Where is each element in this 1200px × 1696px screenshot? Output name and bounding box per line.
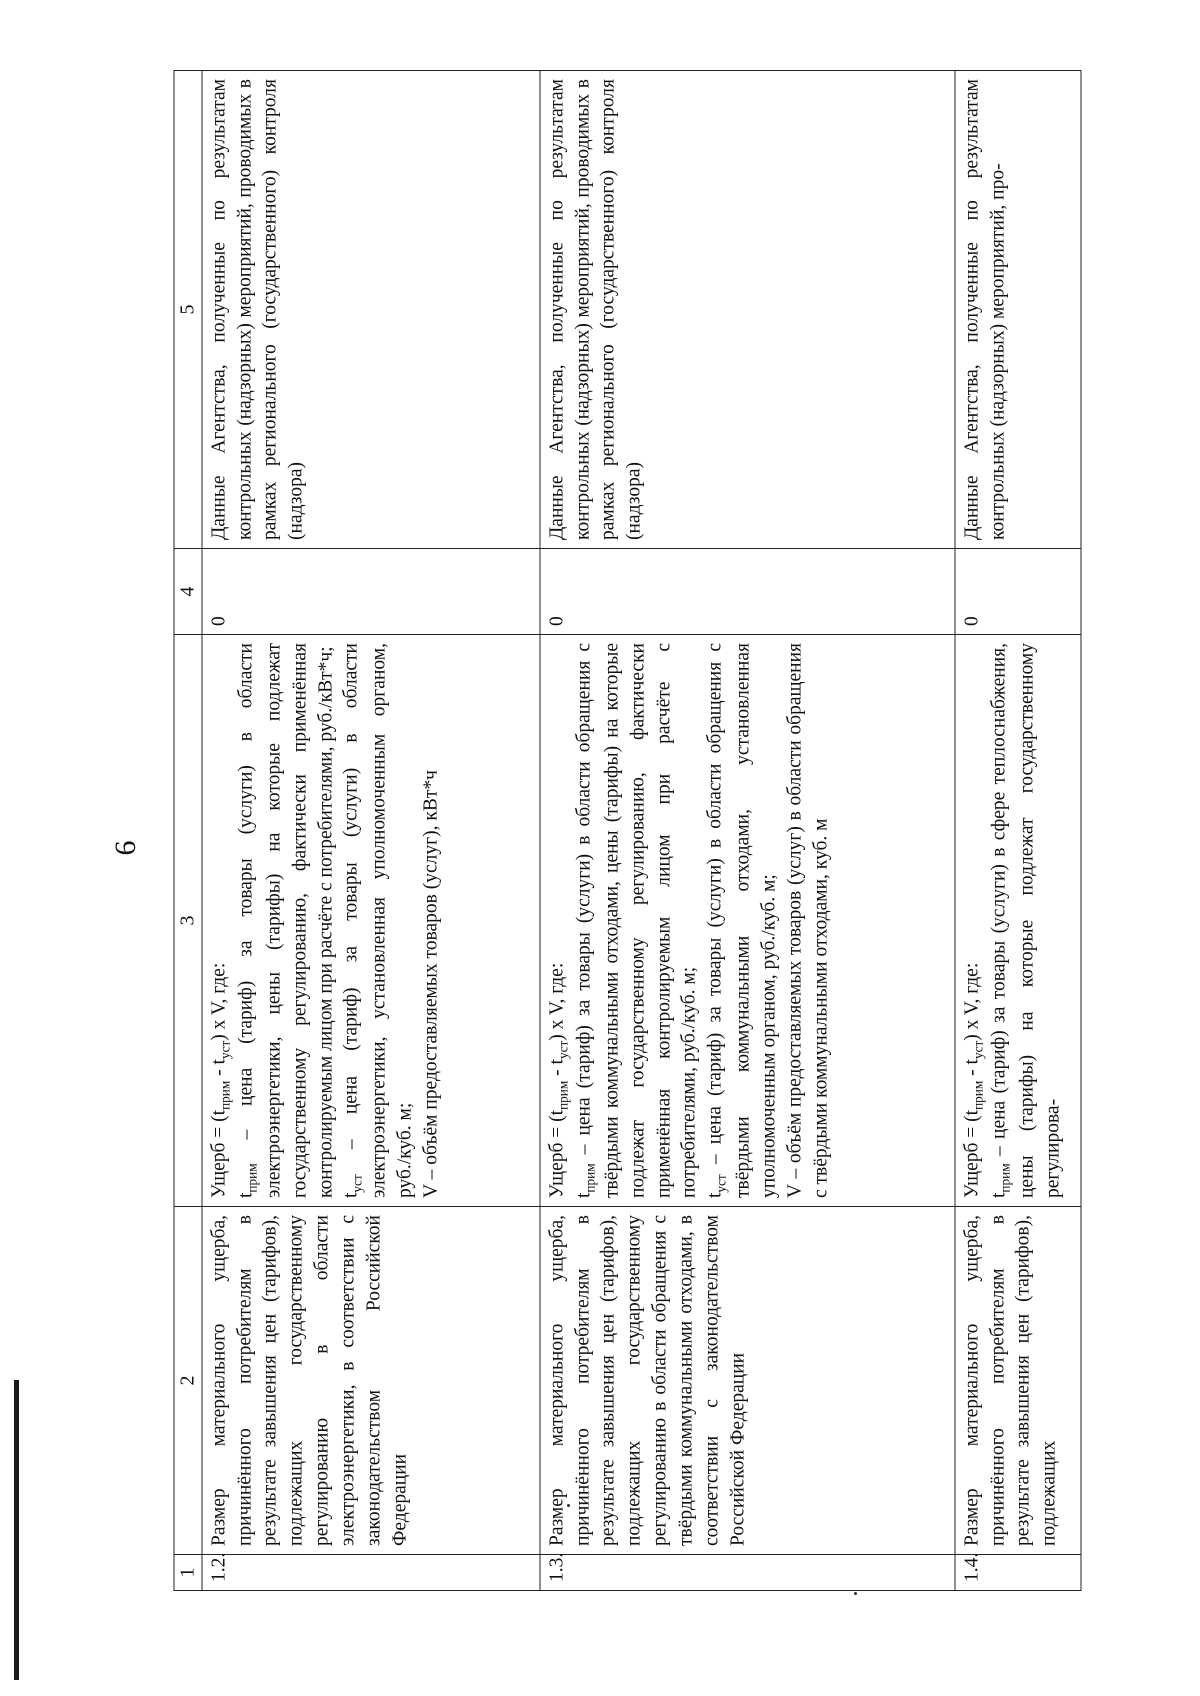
table-row (540, 71, 955, 1591)
page-number: 6 (109, 840, 142, 856)
scan-binding-line (14, 1380, 19, 1680)
row-number: 1.3. (540, 1555, 955, 1591)
column-header: 5 (174, 71, 202, 549)
table-row (955, 71, 1081, 1591)
column-header: 2 (174, 1207, 202, 1555)
scan-speck (567, 1504, 570, 1507)
formula-intro: Ущерб = $(t_{прим} - t_{уст})$ x V, где: (208, 962, 232, 1198)
formula-v: V – объём предоставляемых товаров (услуг) в области обращения с твёрдыми коммунальными отходами, куб. м (784, 643, 832, 1198)
formula-t-ust: $t_{уст}$ – цена (тариф) за товары (услуги) в области электроэнергетики, установленная уполномоченным органом, руб./куб. м; (340, 643, 416, 1198)
indicator-cell: Размер материального ущерба, причинённого потребителям в результате завышения цен (тарифов), подлежащих государственному регулированию в области электроэнергетики, в соответствии с законодательством Российской Федерации (202, 1207, 540, 1555)
formula-t-prim: $t_{прим}$ – цена (тариф) за товары (услуги) в области электроэнергетики, цены (тарифы) на которые подлежат государственному регулированию, фактически применённая контролируемым лицом при расчёте с потребителями, руб./кВт*ч; (235, 643, 336, 1198)
indicator-cell: Размер материального ущерба, причинённого потребителям в результате завышения цен (тарифов), подлежащих (955, 1207, 1081, 1555)
formula-cell (540, 635, 955, 1207)
value-cell: 0 (202, 549, 540, 635)
value-cell: 0 (955, 549, 1081, 635)
row-number: 1.4. (955, 1555, 1081, 1591)
column-header: 4 (174, 549, 202, 635)
formula-intro: Ущерб = $(t_{прим} - t_{уст})$ x V, где: (961, 962, 985, 1198)
scan-speck (854, 1592, 857, 1595)
indicators-table (174, 70, 1082, 1591)
table-row (202, 71, 540, 1591)
formula-cell (202, 635, 540, 1207)
formula-intro: Ущерб = $(t_{прим} - t_{уст})$ x V, где: (546, 962, 570, 1198)
source-cell: Данные Агентства, полученные по результатам контрольных (надзорных) мероприятий, про- (955, 71, 1081, 549)
formula-t-prim: $t_{прим}$ – цена (тариф) за товары (услуги) в сфере теплоснабжения, цены (тарифы) на которые подлежат государственному регулирова- (988, 643, 1064, 1198)
value-cell: 0 (540, 549, 955, 635)
formula-t-prim: $t_{прим}$ – цена (тариф) за товары (услуги) в области обращения с твёрдыми коммунальными отходами, цены (тарифы) на которые подлежат государственному регулированию, фактически применённая контролируемым лицом при расчёте с потребителями, руб./куб. м; (573, 643, 700, 1198)
column-header: 3 (174, 635, 202, 1207)
document-table-rotated (174, 71, 1079, 1591)
formula-v: V – объём предоставляемых товаров (услуг), кВт*ч (420, 770, 442, 1198)
formula-cell (955, 635, 1081, 1207)
source-cell: Данные Агентства, полученные по результатам контрольных (надзорных) мероприятий, проводимых в рамках регионального (государственного) контроля (надзора) (202, 71, 540, 549)
table-header-row (174, 71, 202, 1591)
row-number: 1.2. (202, 1555, 540, 1591)
source-cell: Данные Агентства, полученные по результатам контрольных (надзорных) мероприятий, проводимых в рамках регионального (государственного) контроля (надзора) (540, 71, 955, 549)
column-header: 1 (174, 1555, 202, 1591)
indicator-cell: Размер материального ущерба, причинённого потребителям в результате завышения цен (тарифов), подлежащих государственному регулированию в области обращения с твёрдыми коммунальными отходами, в соответствии с законодательством Российской Федерации (540, 1207, 955, 1555)
formula-t-ust: $t_{уст}$ – цена (тариф) за товары (услуги) в области обращения с твёрдыми коммунальными отходами, установленная уполномоченным органом, руб./куб. м; (704, 643, 780, 1198)
